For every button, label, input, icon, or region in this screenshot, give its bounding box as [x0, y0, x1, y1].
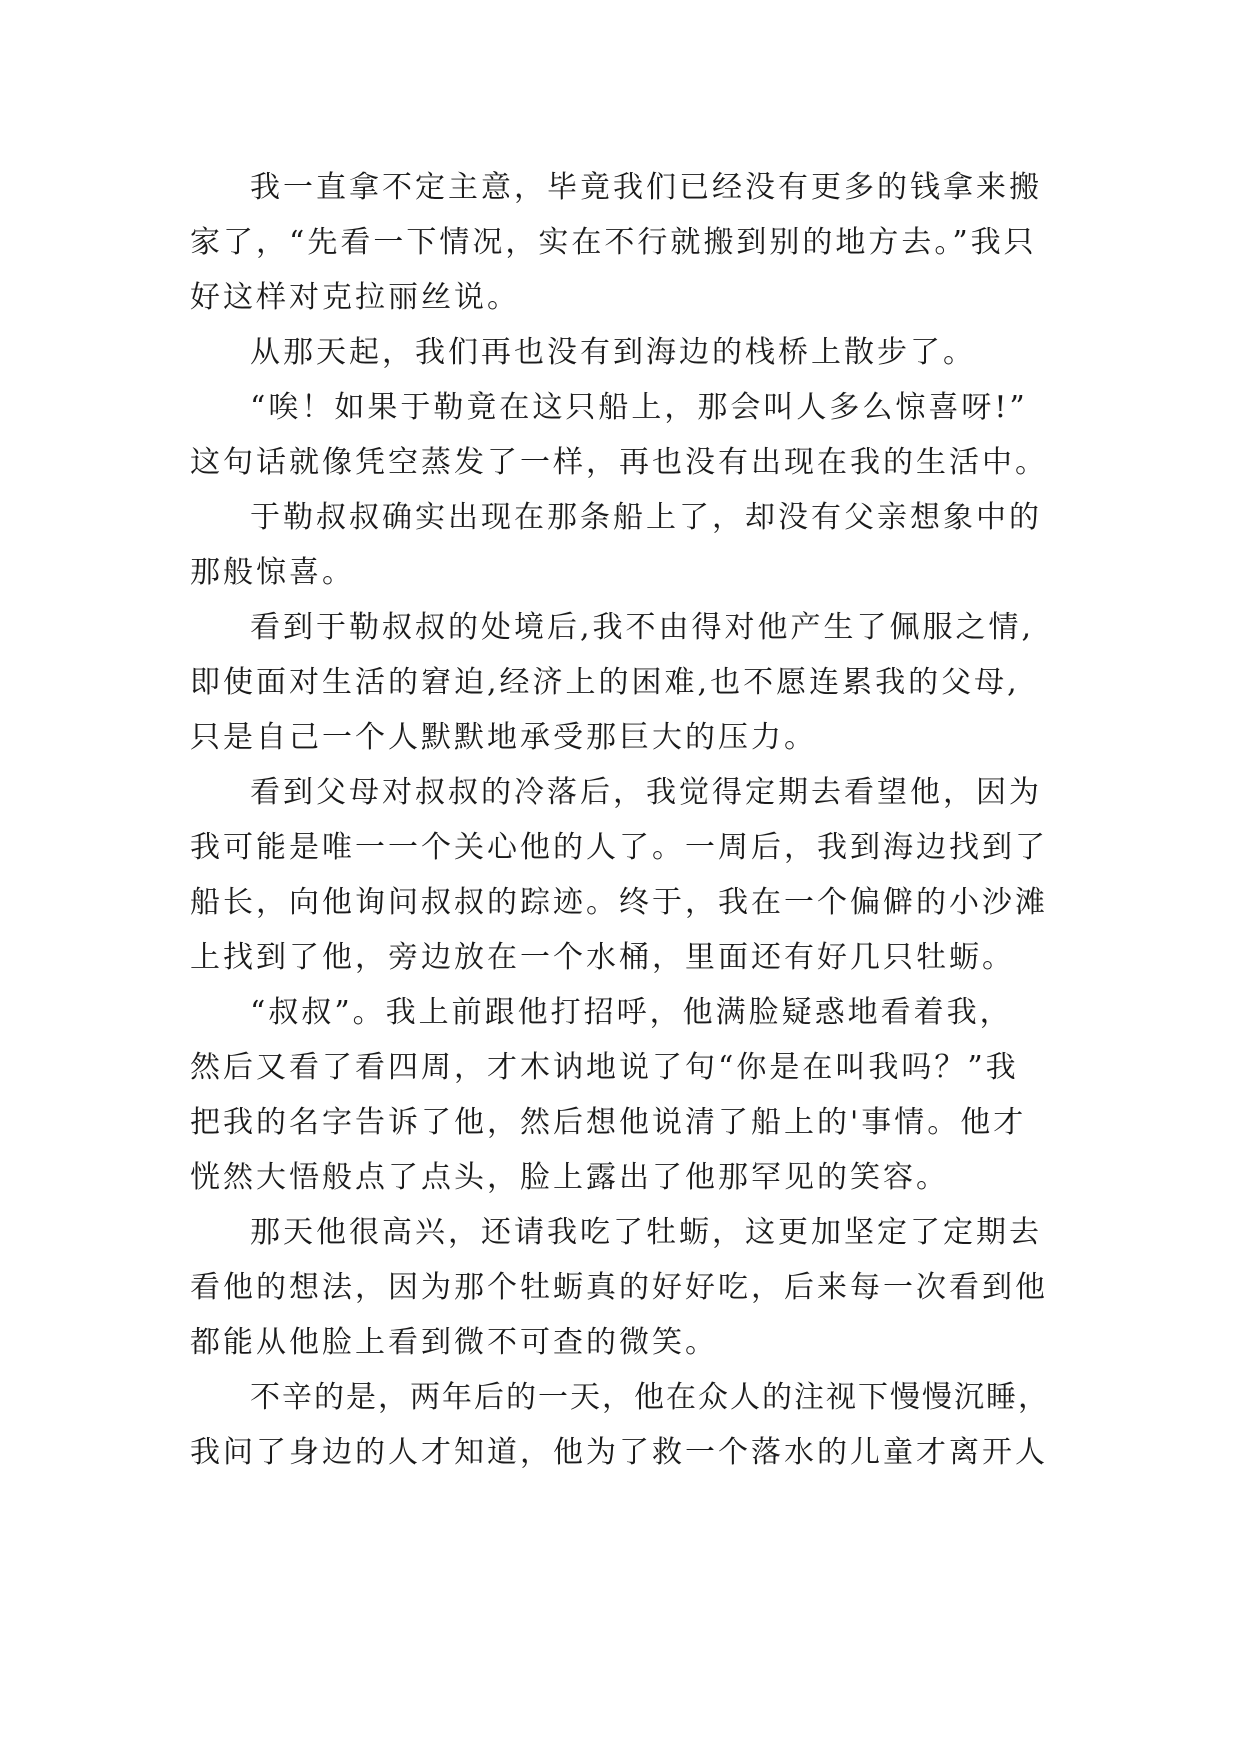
text-line: “叔叔”。我上前跟他打招呼，他满脸疑惑地看着我，: [250, 995, 1013, 1030]
text-line: 家了，“先看一下情况，实在不行就搬到别的地方去。”我只: [190, 225, 1037, 260]
text-line: 看到于勒叔叔的处境后,我不由得对他产生了佩服之情,: [250, 610, 1035, 645]
text-line: 只是自己一个人默默地承受那巨大的压力。: [190, 720, 817, 755]
text-line: 那般惊喜。: [190, 555, 355, 590]
text-line: 那天他很高兴，还请我吃了牡蛎，这更加坚定了定期去: [250, 1215, 1042, 1250]
text-line: 然后又看了看四周，才木讷地说了句“你是在叫我吗？”我: [190, 1050, 1019, 1085]
text-line: 船长，向他询问叔叔的踪迹。终于，我在一个偏僻的小沙滩: [190, 885, 1048, 920]
text-line: 恍然大悟般点了点头，脸上露出了他那罕见的笑容。: [190, 1160, 949, 1195]
text-line: 我一直拿不定主意，毕竟我们已经没有更多的钱拿来搬: [250, 170, 1042, 205]
text-line: “唉！如果于勒竟在这只船上，那会叫人多么惊喜呀!”: [250, 390, 1028, 425]
text-line: 从那天起，我们再也没有到海边的栈桥上散步了。: [250, 335, 976, 370]
text-line: 看到父母对叔叔的冷落后，我觉得定期去看望他，因为: [250, 775, 1042, 810]
text-line: 我问了身边的人才知道，他为了救一个落水的儿童才离开人: [190, 1435, 1048, 1470]
text-line: 好这样对克拉丽丝说。: [190, 280, 520, 315]
text-line: 这句话就像凭空蒸发了一样，再也没有出现在我的生活中。: [190, 445, 1048, 480]
text-line: 把我的名字告诉了他，然后想他说清了船上的'事情。他才: [190, 1105, 1027, 1140]
document-body: [190, 160, 1060, 1480]
text-line: 都能从他脸上看到微不可查的微笑。: [190, 1325, 718, 1360]
text-line: 看他的想法，因为那个牡蛎真的好好吃，后来每一次看到他: [190, 1270, 1048, 1305]
text-line: 我可能是唯一一个关心他的人了。一周后，我到海边找到了: [190, 830, 1048, 865]
text-line: 即使面对生活的窘迫,经济上的困难,也不愿连累我的父母,: [190, 665, 1020, 700]
text-line: 于勒叔叔确实出现在那条船上了，却没有父亲想象中的: [250, 500, 1042, 535]
text-line: 不辛的是，两年后的一天，他在众人的注视下慢慢沉睡，: [250, 1380, 1050, 1415]
text-line: 上找到了他，旁边放在一个水桶，里面还有好几只牡蛎。: [190, 940, 1015, 975]
